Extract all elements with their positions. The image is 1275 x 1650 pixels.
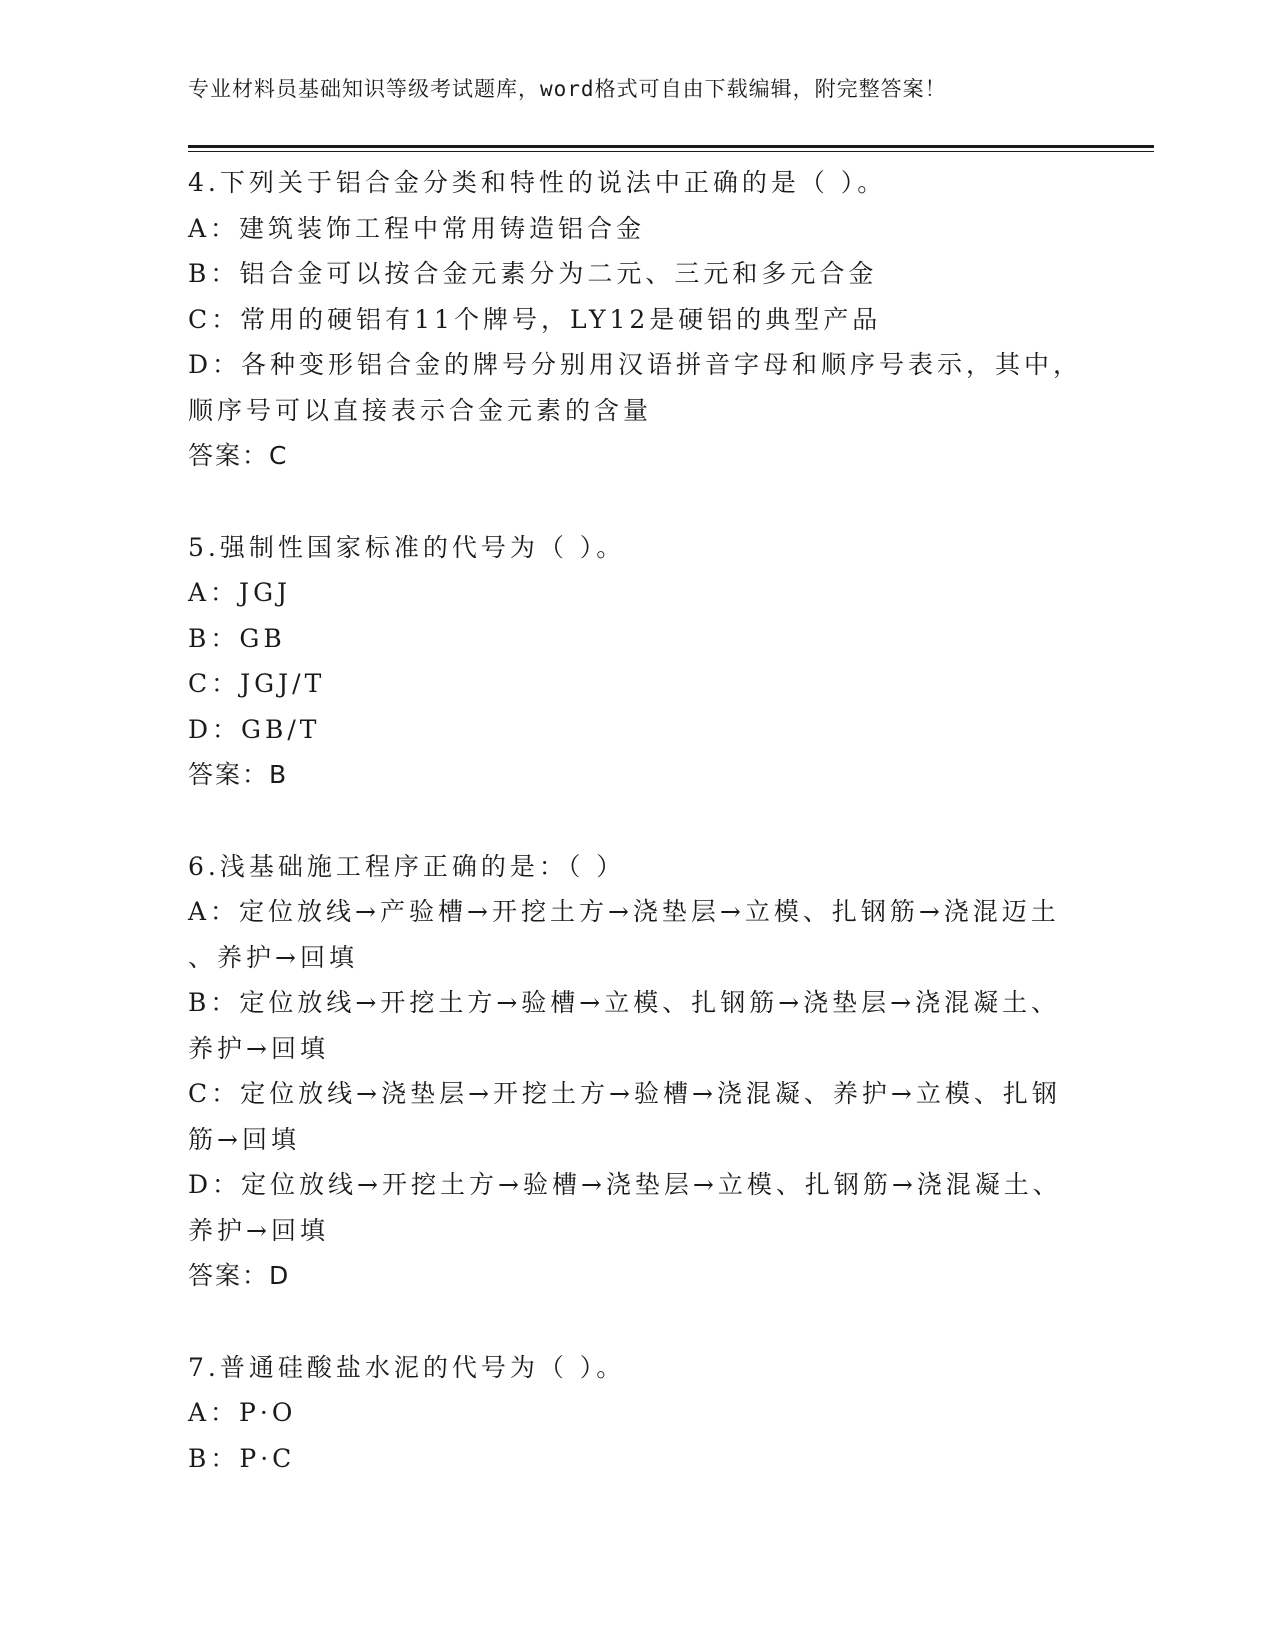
question-block: [188, 160, 1088, 479]
question-text: 6.浅基础施工程序正确的是：（ ）: [188, 851, 626, 881]
option-a: A：定位放线→产验槽→开挖土方→浇垫层→立模、扎钢筋→浇混迈土: [188, 897, 1060, 926]
option-d-continued: 顺序号可以直接表示合金元素的含量: [188, 395, 653, 425]
header-rule-thick: [188, 145, 1154, 148]
option-a: A：JGJ: [188, 578, 292, 607]
question-text: 4.下列关于铝合金分类和特性的说法中正确的是（ ）。: [188, 168, 887, 197]
answer: 答案：B: [188, 760, 289, 789]
option-a: A：P·O: [188, 1398, 297, 1427]
option-b: B：GB: [188, 623, 286, 653]
option-a-continued: 、养护→回填: [188, 942, 358, 972]
question-block: [188, 525, 1088, 798]
option-c-continued: 筋→回填: [188, 1124, 300, 1154]
option-b: B：P·C: [188, 1443, 296, 1473]
answer: 答案：C: [188, 441, 289, 470]
option-d: D：各种变形铝合金的牌号分别用汉语拼音字母和顺序号表示，其中，: [188, 350, 1083, 379]
option-c: C：常用的硬铝有11个牌号，LY12是硬铝的典型产品: [188, 304, 882, 334]
question-text: 7.普通硅酸盐水泥的代号为（ ）。: [188, 1352, 626, 1382]
option-b: B：定位放线→开挖土方→验槽→立模、扎钢筋→浇垫层→浇混凝土、: [188, 988, 1061, 1017]
option-c: C：定位放线→浇垫层→开挖土方→验槽→浇混凝、养护→立模、扎钢: [188, 1079, 1061, 1108]
header-rule-thin: [188, 151, 1154, 152]
question-list: [188, 160, 1088, 1481]
question-text: 5.强制性国家标准的代号为（ ）。: [188, 532, 626, 562]
option-b-continued: 养护→回填: [188, 1033, 329, 1063]
option-d-continued: 养护→回填: [188, 1215, 329, 1245]
question-block: [188, 1345, 1088, 1482]
page-header: 专业材料员基础知识等级考试题库，word格式可自由下载编辑，附完整答案！: [188, 77, 947, 101]
option-a: A：建筑装饰工程中常用铸造铝合金: [188, 213, 646, 243]
option-d: D：定位放线→开挖土方→验槽→浇垫层→立模、扎钢筋→浇混凝土、: [188, 1170, 1062, 1199]
option-d: D：GB/T: [188, 714, 321, 744]
option-b: B：铝合金可以按合金元素分为二元、三元和多元合金: [188, 259, 878, 288]
option-c: C：JGJ/T: [188, 669, 326, 698]
answer: 答案：D: [188, 1261, 291, 1290]
question-block: [188, 844, 1088, 1299]
